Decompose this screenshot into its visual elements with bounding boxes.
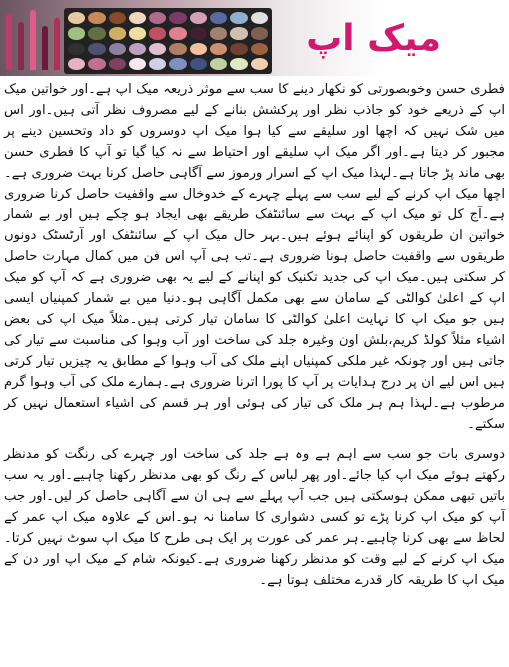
lipstick-icon — [54, 18, 60, 70]
lipstick-icon — [6, 14, 12, 70]
article-body — [4, 80, 505, 665]
lipstick-icon — [30, 10, 36, 70]
paragraph: فطری حسن وخوبصورتی کو نکھار دینے کا سب سے موثر ذریعہ میک اپ ہے۔اور خواتین میک اپ کے ذریعے خود کو جاذب نظر اور پرکشش بنانے کے لیے مصروف نظر آتی ہیں۔اور اس میں شک نہیں کہ اچھا اور سلیقے سے کیا ہوا میک اپ دوسروں کو داد وتحسین دینے پر مجبور کر دیتا ہے۔اور اگر میک اپ سلیقے اور احتیاط سے نہ کیا گیا تو آپ کا فطری حسن بھی ماند پڑ جاتا ہے۔لہذا میک اپ کے اسرار ورموز سے آگاہی حاصل کرنا بہت ضروری ہے۔اچھا میک اپ کرنے کے لیے سب سے پہلے چہرے کے خدوخال سے واقفیت حاصل کرنا ضروری ہے۔آج کل تو میک اپ کے بہت سے سائنٹفک طریقے بھی ایجاد ہو چکے ہیں اور بے شمار خواتین ان طریقوں کو اپنائے ہوئے ہیں۔بہر حال میک اپ کے سائنٹفک اور آرٹسٹک دونوں طریقوں سے واقفیت حاصل ہونا ضروری ہے۔تب ہی آپ اس فن میں کمال مہارت حاصل کر سکتی ہیں۔میک اپ کی جدید تکنیک کو اپنانے کے لیے یہ بھی ضروری ہے کہ آپ کو میک اپ کے اعلیٰ کوالٹی کے سامان سے بھی مکمل آگاہی ہو۔دنیا میں بے شمار کمپنیاں ایسی ہیں جو میک اپ کا نہایت اعلیٰ کوالٹی کا سامان تیار کرتی ہیں۔مثلاً میک اپ کی بعض اشیاء مثلاً کولڈ کریم،بلش اون وغیرہ جلد کی ساخت اور آب وہوا کی مناسبت سے تیار کی جاتی ہیں اور چونکہ غیر ملکی کمپنیاں اپنے ملک کی آب وہوا کے مطابق یہ چیزیں تیار کرتی ہیں اس لیے ان پر درج ہدایات پر آپ کا پورا اترنا ضروری ہے۔ہمارے ملک کی آب وہوا گرم مرطوب ہے۔لہذا ہم ہر ملک کی تیار کی ہوئی اور ہر قسم کی اشیاء استعمال نہیں کر سکتے۔ — [4, 82, 505, 432]
lipstick-icon — [18, 22, 24, 70]
eyeshadow-palette-icon — [64, 8, 272, 74]
paragraph: دوسری بات جو سب سے اہم ہے وہ ہے جلد کی ساخت اور چہرے کی رنگت کو مدنظر رکھتے ہوئے میک اپ کیا جائے۔اور پھر لباس کے رنگ کو بھی مدنظر رکھنا چاہیے۔اور یہ سب باتیں تبھی ممکن ہوسکتی ہیں جب آپ پہلے سے ہی ان سے آگاہی حاصل کر لیں۔اور جب آپ کو میک اپ کرنا پڑے تو کسی دشواری کا سامنا نہ ہو۔اس کے علاوہ میک اپ عمر کے لحاظ سے بھی کرنا چاہیے۔ہر عمر کی عورت پر ایک ہی طرح کا میک اپ سوٹ نہیں کرتا۔میک اپ کرنے کے لیے وقت کو مدنظر رکھنا ضروری ہے۔کیونکہ شام کے میک اپ اور دن کے میک اپ کا طریقہ کار قدرے مختلف ہوتا ہے۔ — [4, 447, 505, 588]
header-banner — [0, 0, 509, 76]
page-title: میک اپ — [306, 18, 441, 59]
lipstick-icon — [42, 26, 48, 70]
